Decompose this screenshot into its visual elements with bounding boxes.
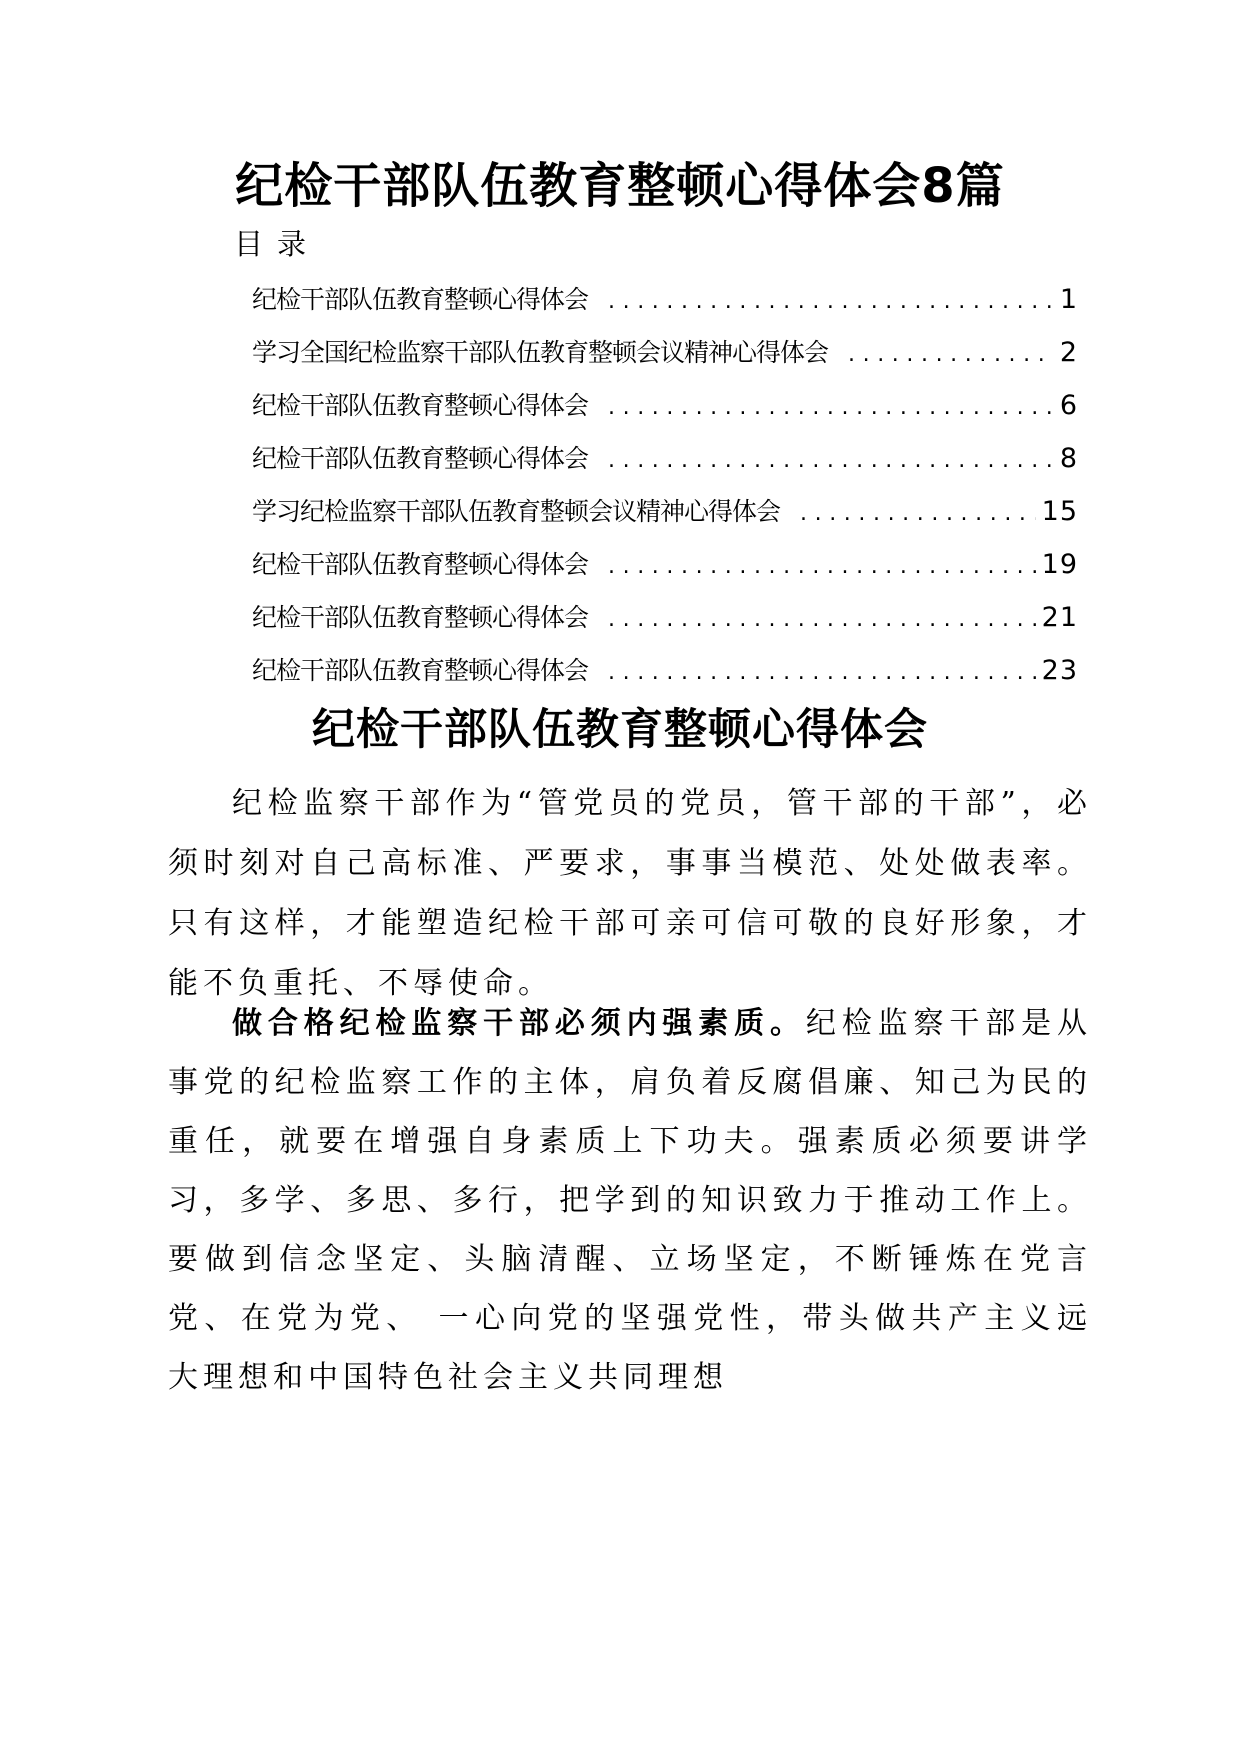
paragraph-lead-sentence: 做合格纪检监察干部必须内强素质。 (232, 1006, 806, 1041)
toc-entry-page: 15 (1041, 496, 1078, 527)
toc-entry-page: 6 (1059, 390, 1078, 421)
toc-entry-page: 2 (1059, 337, 1078, 368)
toc-dot-leader (608, 388, 1054, 428)
toc-entry-title: 纪检干部队伍教育整顿心得体会 (252, 656, 589, 685)
toc-entry[interactable] (252, 598, 1078, 651)
body-paragraph: 纪检监察干部作为“管党员的党员，管干部的干部”，必须时刻对自己高标准、严要求，事事当模范、处处做表率。只有这样，才能塑造纪检干部可亲可信可敬的良好形象，才能不负重托、不辱使命。 (168, 786, 1092, 1001)
toc-dot-leader (800, 494, 1036, 534)
toc-entry-title: 学习全国纪检监察干部队伍教育整顿会议精神心得体会 (252, 338, 829, 367)
toc-dot-leader (848, 335, 1054, 375)
toc-entry[interactable] (252, 386, 1078, 439)
paragraph-body-text: 纪检监察干部是从事党的纪检监察工作的主体，肩负着反腐倡廉、知己为民的重任，就要在增强自身素质上下功夫。强素质必须要讲学习，多学、多思、多行，把学到的知识致力于推动工作上。要做到信念坚定、头脑清醒、立场坚定，不断锤炼在党言党、在党为党、 一心向党的坚强党性，带头做共产主义远大理想和中国特色社会主义共同理想 (168, 1006, 1093, 1395)
toc-entry-page: 1 (1059, 284, 1078, 315)
document-title: 纪检干部队伍教育整顿心得体会8篇 (235, 158, 1005, 214)
toc-entry-page: 19 (1041, 549, 1078, 580)
toc-entry[interactable] (252, 492, 1078, 545)
toc-entry-page: 21 (1041, 602, 1078, 633)
toc-entry[interactable] (252, 651, 1078, 704)
toc-entry-title: 纪检干部队伍教育整顿心得体会 (252, 391, 589, 420)
toc-entry-title: 纪检干部队伍教育整顿心得体会 (252, 550, 589, 579)
toc-dot-leader (608, 600, 1036, 640)
toc-entry-page: 8 (1059, 443, 1078, 474)
toc-entry-title: 学习纪检监察干部队伍教育整顿会议精神心得体会 (252, 497, 781, 526)
toc-entry[interactable] (252, 333, 1078, 386)
toc-entry[interactable] (252, 280, 1078, 333)
table-of-contents (252, 280, 1078, 704)
toc-dot-leader (608, 441, 1054, 481)
toc-heading: 目录 (234, 227, 321, 261)
section-title: 纪检干部队伍教育整顿心得体会 (312, 705, 928, 755)
toc-entry[interactable] (252, 439, 1078, 492)
toc-entry[interactable] (252, 545, 1078, 598)
toc-entry-title: 纪检干部队伍教育整顿心得体会 (252, 603, 589, 632)
body-paragraph (168, 994, 1092, 1407)
toc-dot-leader (608, 282, 1054, 322)
toc-dot-leader (608, 547, 1036, 587)
toc-entry-title: 纪检干部队伍教育整顿心得体会 (252, 285, 589, 314)
toc-entry-title: 纪检干部队伍教育整顿心得体会 (252, 444, 589, 473)
toc-entry-page: 23 (1041, 655, 1078, 686)
toc-dot-leader (608, 653, 1036, 693)
